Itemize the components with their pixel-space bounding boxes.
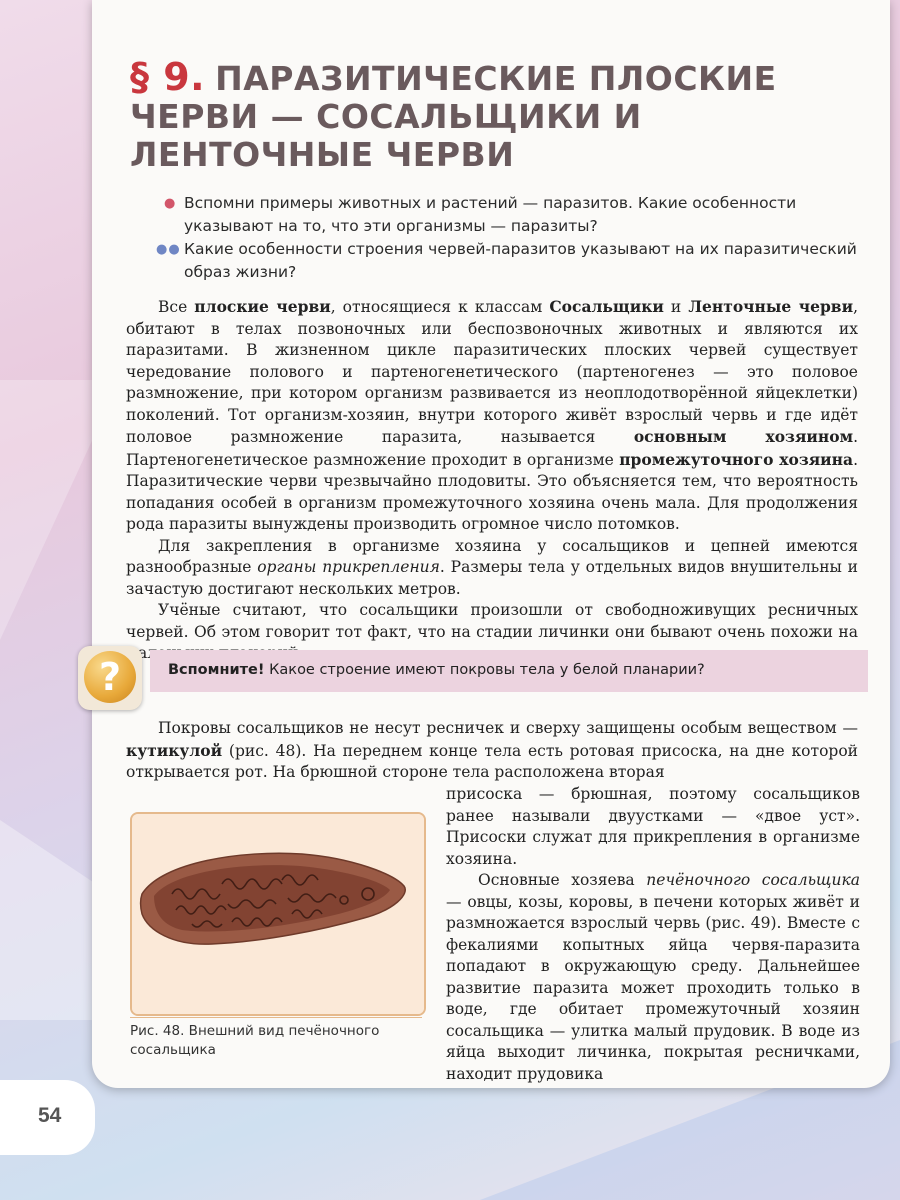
question-item	[156, 238, 866, 284]
term: кутикулой	[126, 740, 223, 760]
paragraph: Все плоские черви, относящиеся к классам Сосальщики и Ленточные черви, обитают в телах позвоночных или беспозвоночных животных и являются их паразитами. В жизненном цикле паразитических плоских червей существует чередование полового и партеногенетического (партеногенез — это половое размножение, при котором организм развивается из неоплодотворённой яйцеклетки) поколений. Тот организм-хозяин, внутри которого живёт взрослый червь и где идёт половое размножение паразита, называется основным хозяином. Партеногенетическое размножение проходит в организме промежуточного хозяина. Паразитические черви чрезвычайно плодовиты. Это объясняется тем, что вероятность попадания особей в организм промежуточного хозяина очень мала. Для продолжения рода паразиты вынуждены производить огромное число потомков.	[126, 297, 859, 533]
double-bullet-icon: ●●	[156, 242, 181, 257]
figure-caption: Рис. 48. Внешний вид печёночного сосальщика	[130, 1023, 380, 1058]
bullet-icon: ●	[164, 196, 176, 211]
section-number: § 9.	[130, 55, 206, 99]
main-text-block	[126, 296, 858, 665]
paragraph: Покровы сосальщиков не несут ресничек и сверху защищены особым веществом — кутикулой (рис. 48). На переднем конце тела есть ротовая присоска, на дне которой открывается рот. На брюшной стороне тела расположена вторая	[126, 719, 858, 781]
paragraph: Для закрепления в организме хозяина у сосальщиков и цепней имеются разнообразные органы прикрепления. Размеры тела у отдельных видов внушительны и зачастую достигают нескольких метров.	[126, 536, 859, 598]
liver-fluke-image	[132, 814, 424, 1014]
term: печёночного сосальщика	[646, 871, 861, 889]
main-text-block-2	[126, 718, 858, 784]
term: органы прикрепления	[257, 558, 440, 576]
caption-divider	[130, 1017, 422, 1018]
term: Ленточные черви	[688, 297, 854, 316]
question-text: Какие особенности строения червей-паразитов указывают на их паразитический образ жизни?	[184, 240, 857, 281]
page-title	[130, 55, 850, 174]
term: основным хозяином	[633, 427, 854, 446]
recall-text: Вспомните! Какое строение имеют покровы тела у белой планарии?	[168, 662, 705, 678]
question-item	[166, 192, 866, 238]
side-column-text	[446, 784, 860, 1085]
intro-questions	[156, 192, 866, 284]
question-badge	[78, 646, 142, 710]
question-text: Вспомни примеры животных и растений — паразитов. Какие особенности указывают на то, что эти организмы — паразиты?	[184, 194, 797, 235]
term: плоские черви	[194, 297, 331, 316]
figure-48	[130, 812, 426, 1016]
paragraph: Учёные считают, что сосальщики произошли от свободноживущих ресничных червей. Об этом говорит тот факт, что на стадии личинки они бывают очень похожи на	[126, 601, 858, 641]
term: промежуточного хозяина	[619, 449, 854, 469]
term: Сосальщики	[549, 297, 664, 316]
question-mark-icon: ?	[84, 651, 136, 703]
section-title: ПАРАЗИТИЧЕСКИЕ ПЛОСКИЕ ЧЕРВИ — СОСАЛЬЩИКИ И ЛЕНТОЧНЫЕ ЧЕРВИ	[130, 59, 777, 174]
paragraph: присоска — брюшная, поэтому сосальщиков ранее называли двуустками — «двое уст». Присоски служат для прикрепления в организме хозяина.	[446, 785, 860, 868]
page-number: 54	[38, 1104, 62, 1127]
recall-label: Вспомните!	[168, 662, 265, 678]
paragraph: Основные хозяева печёночного сосальщика — овцы, козы, коровы, в печени которых живёт и размножается взрослый червь (рис. 49). Вместе с фекалиями копытных яйца червя-паразита попадают в окружающую среду. Дальнейшее развитие паразита может проходить только в воде, где обитает промежуточный хозяин сосальщика — улитка малый прудовик. В воде из яйца выходит личинка, покрытая ресничками, находит прудовика	[446, 871, 861, 1083]
